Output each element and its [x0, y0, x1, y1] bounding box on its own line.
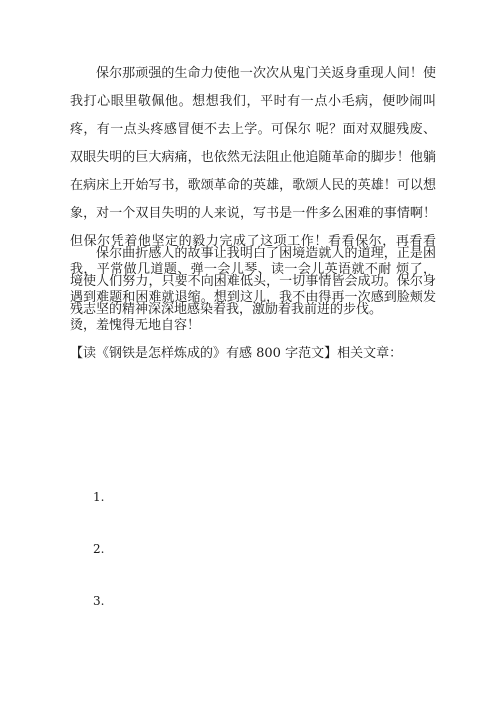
- related-list-item-2: 2.: [93, 542, 105, 556]
- body-paragraph-2: 保尔曲折感人的故事让我明白了困境造就人的道理，正是困境使人们努力，只要不向困难低头，一切事情皆会成功。保尔身残志坚的精神深深地感染着我，激励着我前进的步伐。: [70, 246, 436, 317]
- related-list-item-1: 1.: [93, 490, 105, 504]
- related-articles-heading: 【读《钢铁是怎样炼成的》有感 800 字范文】相关文章：: [70, 346, 403, 361]
- related-list-item-3: 3.: [93, 594, 105, 608]
- body-paragraph-1: 保尔那顽强的生命力使他一次次从鬼门关返身重现人间！使我打心眼里敬佩他。想想我们，平时有一点小毛病，便吵闹叫疼，有一点头疼感冒便不去上学。可保尔 呢？面对双腿残废、双眼失明的巨大病痛，也依然无法阻止他追随革命的脚步！他躺在病床上开始写书，歌颂革命的英雄，歌颂人民的英雄！可以想象，对一个双目失明的人来说，写书是一件多么困难的事情啊！但保尔凭着他坚定的毅力完成了这项工作！看看保尔，再看看我，平常做几道题、弹一会儿琴、读一会儿英语就不耐 烦了，遇到难题和困难就退缩。想到这儿，我不由得再一次感到脸颊发烫，羞愧得无地自容！: [70, 66, 436, 333]
